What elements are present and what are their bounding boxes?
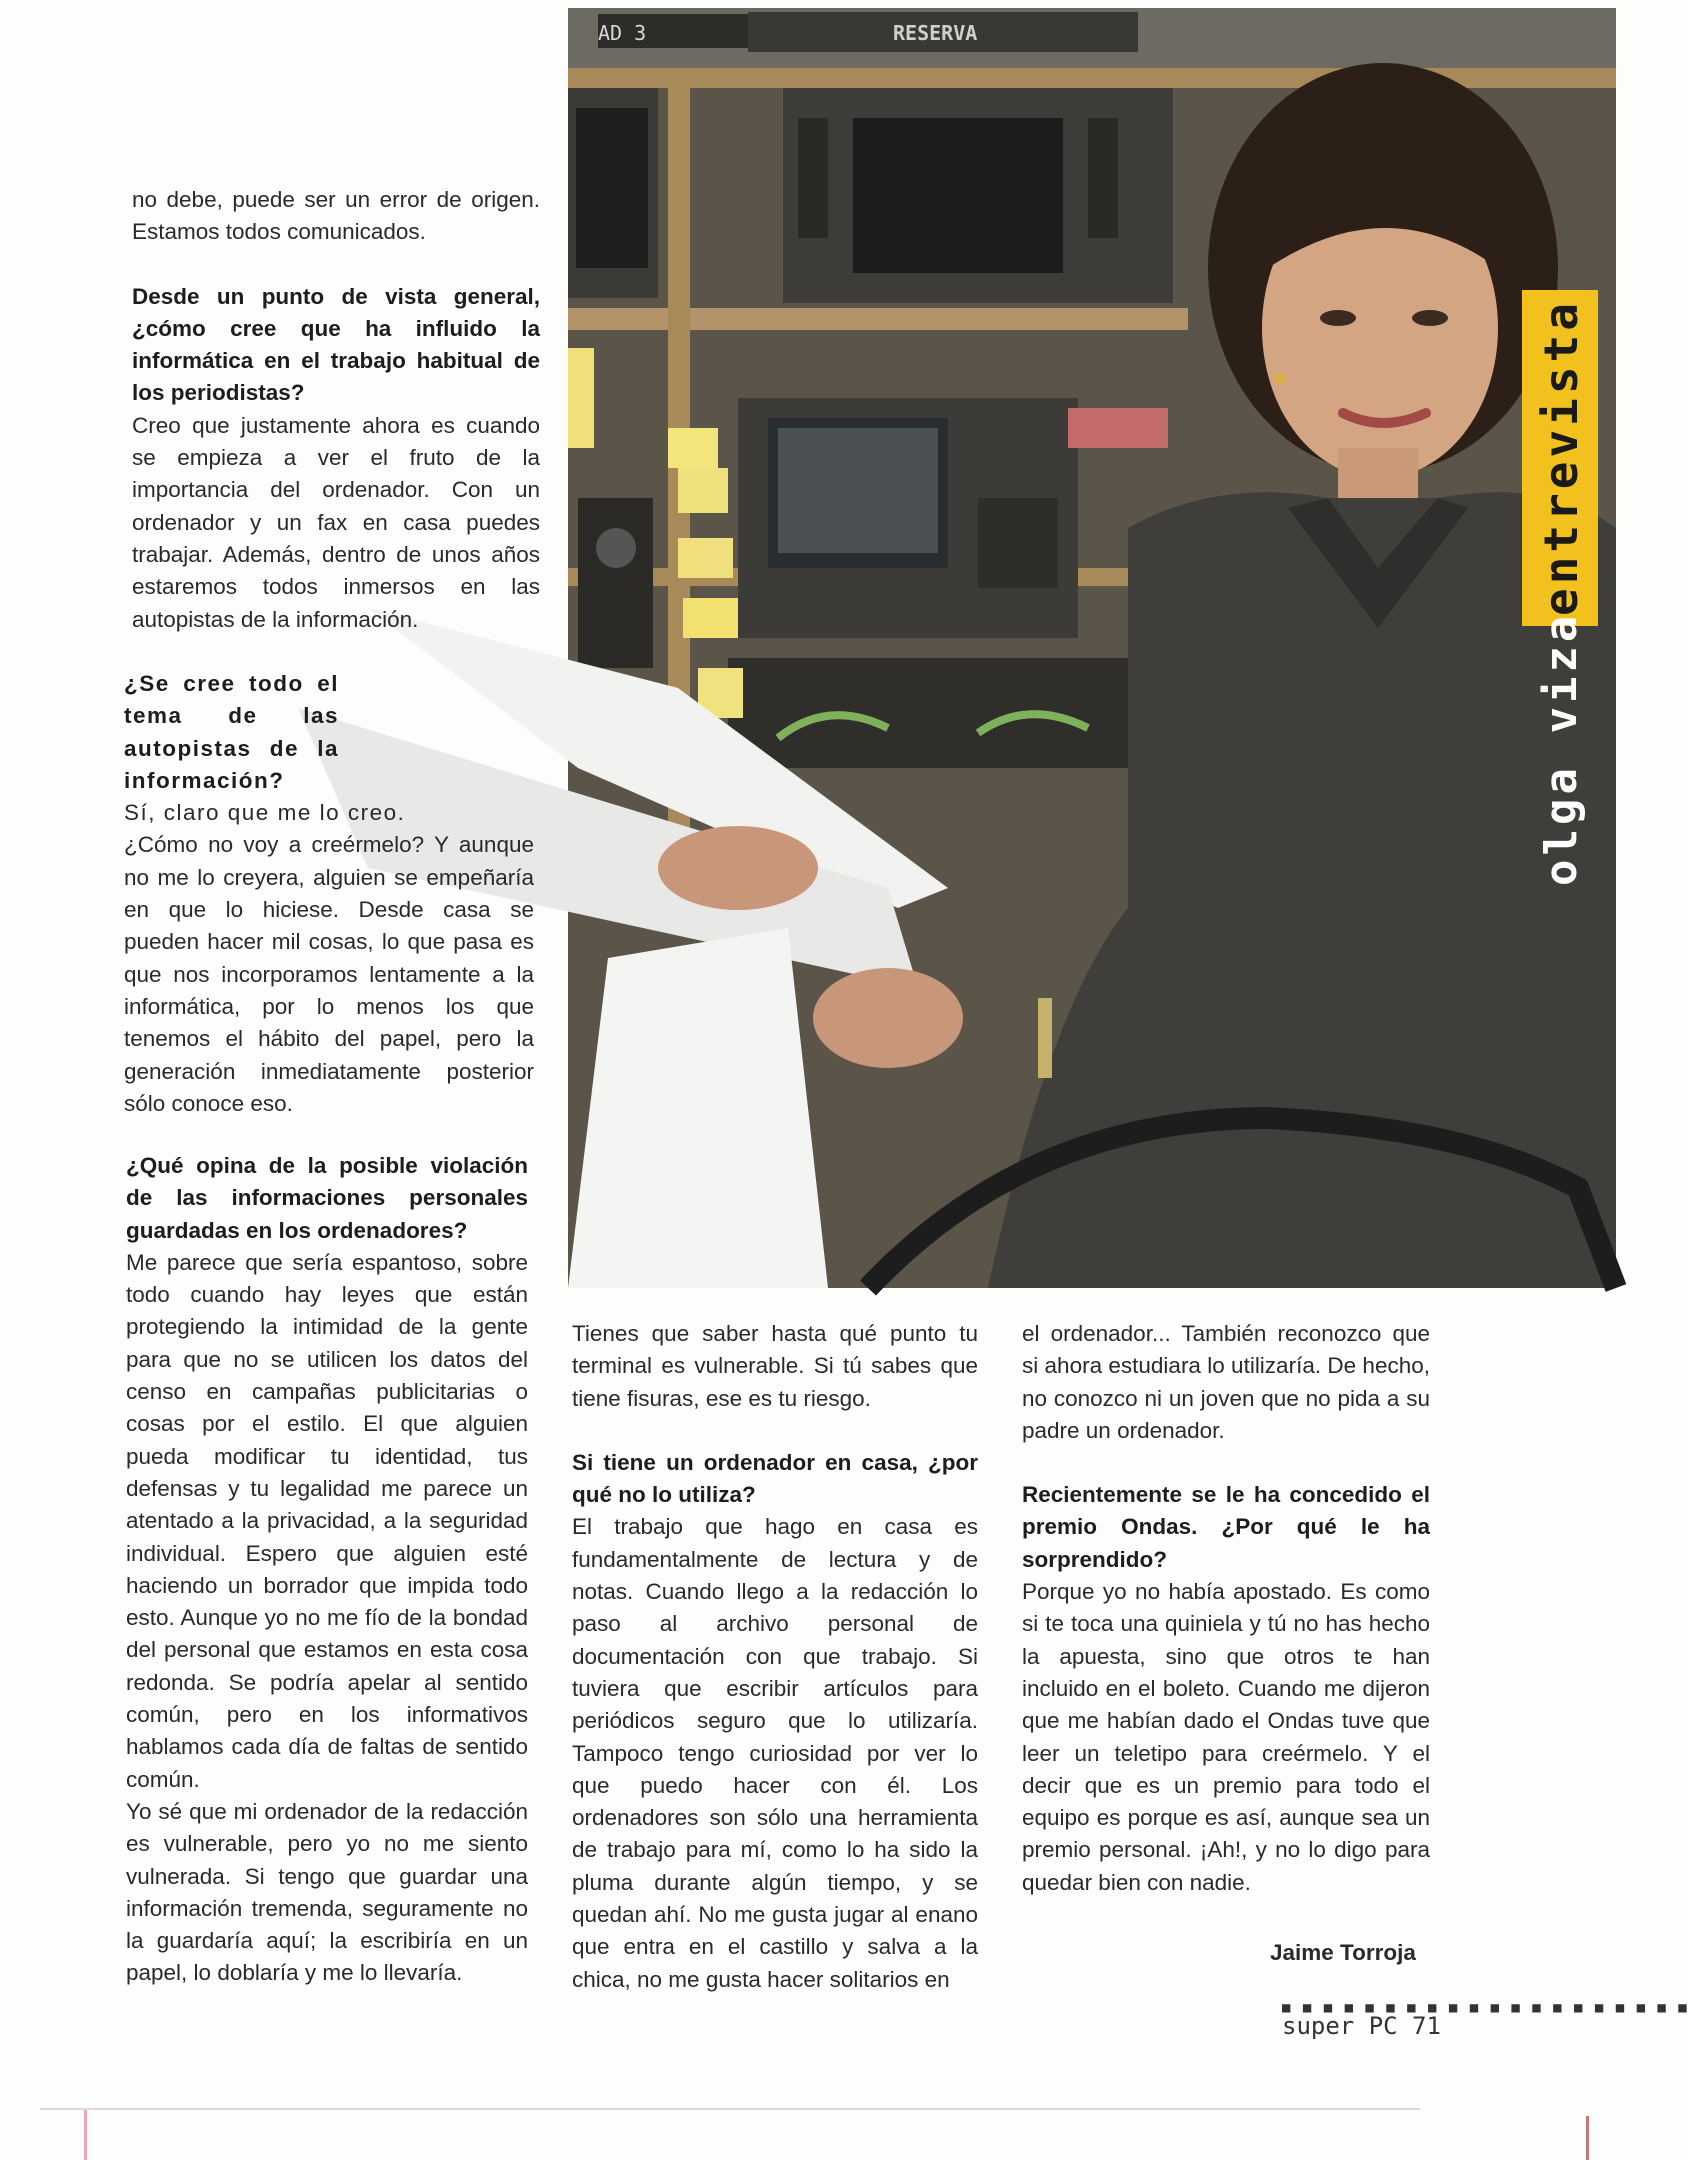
paragraph: Tienes que saber hasta qué punto tu terminal es vulnerable. Si tú sabes que tiene fisuras, ese es tu riesgo. <box>572 1321 978 1411</box>
paragraph: no debe, puede ser un error de origen. Estamos todos comunicados. <box>132 187 540 245</box>
paragraph: el ordenador... También reconozco que si ahora estudiara lo utilizaría. De hecho, no conozco ni un joven que no pida a su padre un ordenador. <box>1022 1321 1430 1443</box>
answer-paragraph: Yo sé que mi ordenador de la redacción es vulnerable, pero yo no me siento vulnerada. Si tengo que guardar una información tremenda, seguramente no la guardaría aquí; la escribiría en un papel, lo doblaría y me lo llevaría. <box>126 1798 528 1986</box>
footer-dot-rule: ■ ■ ■ ■ ■ ■ ■ ■ ■ ■ ■ ■ ■ ■ ■ ■ ■ ■ ■ ■ <box>1282 2000 1689 2016</box>
answer-paragraph: El trabajo que hago en casa es fundamentalmente de lectura y de notas. Cuando llego a la redacción lo paso al archivo personal de documentación con que trabajo. Si tuviera que escribir artículos para periódicos seguro que lo utilizaría. Tampoco tengo curiosidad por ver lo que puedo hacer con él. Los ordenadores son sólo una herramienta de trabajo para mí, como lo ha sido la pluma durante algún tiempo, y se quedan ahí. No me gusta jugar al enano que entra en el castillo y salva a la chica, no me gusta hacer solitarios en <box>572 1514 978 1992</box>
page-number: 71 <box>1412 2012 1441 2040</box>
question-heading: ¿Se cree todo el tema de las autopistas de la información? <box>124 671 339 793</box>
author-credit: Jaime Torroja <box>1270 1940 1416 1965</box>
column-3 <box>1022 1318 1430 1899</box>
answer-paragraph: Creo que justamente ahora es cuando se empieza a ver el fruto de la importancia del ordenador. Con un ordenador y un fax en casa puedes trabajar. Además, dentro de unos años estaremos todos inmersos en las autopistas de la información. <box>132 412 540 632</box>
answer-paragraph: Me parece que sería espantoso, sobre todo cuando hay leyes que están protegiendo la intimidad de la gente para que no se utilicen los datos del censo en campañas publicitarias o cosas por el estilo. El que alguien pueda modificar tu identidad, tus defensas y tu legalidad me parece un atentado a la privacidad, a la seguridad individual. Espero que alguien esté haciendo un borrador que impida todo esto. Aunque yo no me fío de la bondad del personal que estamos en esta cosa redonda. Se podría apelar al sentido común, pero en los informativos hablamos cada día de faltas de sentido común. <box>126 1249 528 1792</box>
question-heading: Si tiene un ordenador en casa, ¿por qué no lo utiliza? <box>572 1449 978 1508</box>
column-2 <box>572 1318 978 1996</box>
magazine-name: super PC <box>1282 2012 1398 2040</box>
answer-paragraph: Porque yo no había apostado. Es como si te toca una quiniela y tú no has hecho la apuesta, sino que otros te han incluido en el boleto. Cuando me dijeron que me habían dado el Ondas tuve que leer un teletipo para creérmelo. Y el decir que es un premio para todo el equipo es porque es así, aunque sea un premio personal. ¡Ah!, y no lo digo para quedar bien con nadie. <box>1022 1579 1430 1895</box>
monitor-label-center: RESERVA <box>893 21 978 45</box>
question-heading: Recientemente se le ha concedido el premio Ondas. ¿Por qué le ha sorprendido? <box>1022 1482 1430 1572</box>
interviewee-name-tag: olga viza <box>1536 611 1587 886</box>
column-1-middle <box>124 668 534 1120</box>
column-1-top <box>132 184 540 636</box>
page-folio <box>1282 2012 1441 2040</box>
section-tag-label: entrevista <box>1534 299 1588 616</box>
crop-mark <box>84 2110 87 2160</box>
photo-illustration <box>568 8 1616 1288</box>
answer-paragraph: ¿Cómo no voy a creérmelo? Y aunque no me lo creyera, alguien se empeñaría en que lo hiciese. Desde casa se pueden hacer mil cosas, lo que pasa es que nos incorporamos lentamente a la informática, por lo menos los que tenemos el hábito del papel, pero la generación inmediatamente posterior sólo conoce eso. <box>124 832 534 1116</box>
interview-photo <box>568 8 1616 1288</box>
answer-paragraph: Sí, claro que me lo creo. <box>124 800 406 826</box>
monitor-label-left: AD 3 <box>598 21 647 45</box>
question-heading: ¿Qué opina de la posible violación de las informaciones personales guardadas en los ordenadores? <box>126 1153 528 1243</box>
column-1-bottom <box>126 1150 528 1990</box>
section-tag <box>1522 290 1598 890</box>
crop-mark <box>1586 2116 1589 2160</box>
bottom-trim-line <box>40 2108 1420 2110</box>
question-heading: Desde un punto de vista general, ¿cómo cree que ha influido la informática en el trabajo habitual de los periodistas? <box>132 283 540 406</box>
